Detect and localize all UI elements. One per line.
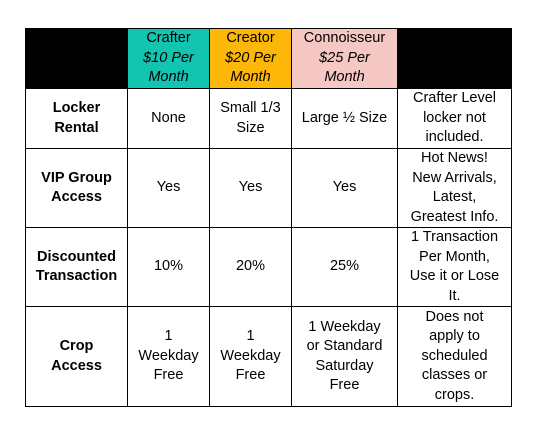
tier-name-connoisseur: Connoisseur (303, 30, 386, 47)
header-tier-connoisseur (292, 29, 398, 89)
cell-value: Yes (332, 179, 357, 196)
table-cell (292, 228, 398, 307)
cell-value: 25% (329, 258, 360, 275)
notes-cell (398, 149, 512, 228)
table-cell (210, 149, 292, 228)
cell-value: 10% (153, 258, 184, 275)
tier-price-connoisseur: $25 Per Month (319, 49, 370, 86)
table-cell (128, 149, 210, 228)
row-label-cell (26, 307, 128, 407)
header-benefits-label: Benefits Each Month (37, 40, 116, 76)
cell-value: Yes (238, 179, 263, 196)
tier-name-creator: Creator (226, 30, 275, 47)
row-label: Crop Access (51, 338, 102, 374)
benefits-table (25, 28, 512, 407)
note-text: Crafter Level locker not included. (412, 90, 496, 146)
tier-name-crafter: Crafter (146, 30, 191, 47)
header-tier-crafter (128, 29, 210, 89)
table-cell (210, 228, 292, 307)
table-cell (210, 89, 292, 149)
row-label: VIP Group Access (41, 169, 112, 205)
cell-value: 1 Weekday or Standard Saturday Free (306, 318, 383, 393)
header-benefits-each-month (26, 29, 128, 89)
table-cell (292, 307, 398, 407)
table-cell (210, 307, 292, 407)
table-row-vip-group-access (26, 149, 512, 228)
header-notes-label: Notes (435, 49, 474, 66)
header-notes (398, 29, 512, 89)
cell-value: 1 Weekday Free (138, 328, 199, 384)
table-cell (128, 228, 210, 307)
table-row-discounted-transaction (26, 228, 512, 307)
row-label-cell (26, 89, 128, 149)
table-row-locker-rental (26, 89, 512, 149)
header-tier-creator (210, 29, 292, 89)
notes-cell (398, 89, 512, 149)
cell-value: Large ½ Size (301, 109, 388, 126)
tier-price-crafter: $10 Per Month (143, 49, 194, 86)
table-cell (128, 307, 210, 407)
note-text: Does not apply to scheduled classes or crops. (421, 308, 488, 403)
table-cell (128, 89, 210, 149)
note-text: Hot News! New Arrivals, Latest, Greatest Info. (410, 150, 499, 225)
cell-value: Yes (156, 179, 181, 196)
table-row-crop-access (26, 307, 512, 407)
cell-value: 20% (235, 258, 266, 275)
row-label-cell (26, 228, 128, 307)
table-cell (292, 149, 398, 228)
row-label-cell (26, 149, 128, 228)
table-cell (292, 89, 398, 149)
row-label: Discounted Transaction (35, 248, 118, 284)
cell-value: 1 Weekday Free (220, 328, 281, 384)
notes-cell (398, 228, 512, 307)
note-text: 1 Transaction Per Month, Use it or Lose It. (409, 229, 500, 304)
row-label: Locker Rental (52, 100, 101, 136)
header-row (26, 29, 512, 89)
tier-price-creator: $20 Per Month (225, 49, 276, 86)
cell-value: None (151, 109, 186, 126)
cell-value: Small 1/3 Size (220, 100, 281, 136)
notes-cell (398, 307, 512, 407)
